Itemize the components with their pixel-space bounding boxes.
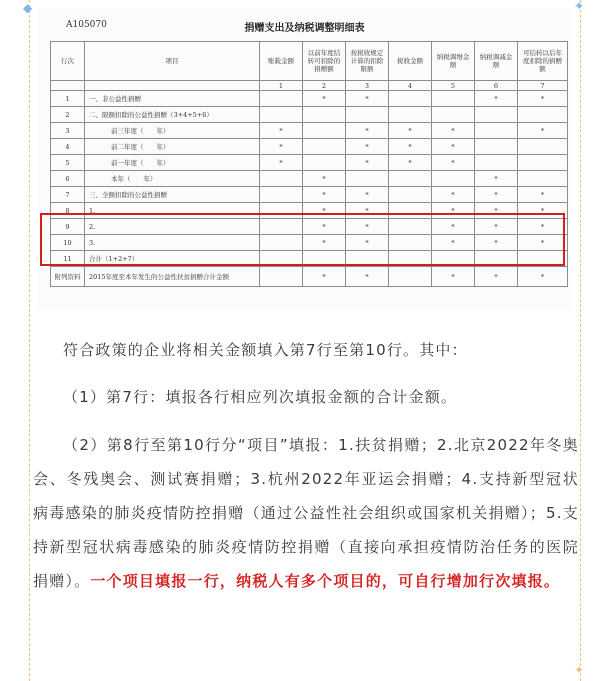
- table-cell: [518, 107, 568, 123]
- column-number: 6: [475, 81, 518, 91]
- table-cell: *: [303, 187, 346, 203]
- table-cell: *: [432, 267, 475, 287]
- left-dashed-border: [29, 0, 30, 681]
- table-cell: [432, 171, 475, 187]
- table-cell: *: [303, 267, 346, 287]
- table-cell: *: [518, 267, 568, 287]
- row-number: 附列资料: [51, 267, 85, 287]
- table-cell: *: [432, 219, 475, 235]
- table-cell: *: [432, 203, 475, 219]
- table-cell: *: [346, 235, 389, 251]
- table-row: [51, 187, 568, 203]
- table-row: [51, 123, 568, 139]
- table-cell: *: [346, 187, 389, 203]
- table-cell: [389, 107, 432, 123]
- table-cell: [303, 139, 346, 155]
- row-number: 10: [51, 235, 85, 251]
- table-cell: *: [303, 171, 346, 187]
- row-number: 4: [51, 139, 85, 155]
- table-cell: *: [389, 155, 432, 171]
- table-cell: *: [432, 187, 475, 203]
- table-cell: *: [518, 219, 568, 235]
- column-number: [85, 81, 260, 91]
- table-cell: [518, 155, 568, 171]
- row-number: 7: [51, 187, 85, 203]
- table-cell: *: [303, 203, 346, 219]
- row-item: 二、限额扣除的公益性捐赠（3+4+5+6）: [85, 107, 260, 123]
- table-header-row: [51, 42, 568, 81]
- table-row: [51, 107, 568, 123]
- table-cell: *: [303, 91, 346, 107]
- paragraph-row7: （1）第7行：填报各行相应列次填报金额的合计金额。: [63, 388, 458, 406]
- table-cell: *: [518, 203, 568, 219]
- table-cell: [346, 171, 389, 187]
- table-cell: *: [475, 187, 518, 203]
- table-cell: *: [346, 155, 389, 171]
- table-cell: [346, 107, 389, 123]
- table-cell: [432, 107, 475, 123]
- table-cell: [475, 123, 518, 139]
- table-cell: *: [475, 219, 518, 235]
- header-cell: 纳税调增金额: [432, 42, 475, 81]
- table-cell: *: [346, 219, 389, 235]
- form-code: A105070: [66, 20, 107, 30]
- table-cell: *: [346, 123, 389, 139]
- table-cell: [389, 171, 432, 187]
- column-number: 5: [432, 81, 475, 91]
- right-dashed-border: [580, 0, 581, 681]
- table-cell: [475, 155, 518, 171]
- table-cell: [475, 107, 518, 123]
- table-cell: *: [518, 235, 568, 251]
- row-item: 本年（ 年）: [85, 171, 260, 187]
- table-cell: *: [518, 123, 568, 139]
- table-cell: *: [346, 203, 389, 219]
- table-cell: *: [303, 219, 346, 235]
- row-item: 合计（1+2+7）: [85, 251, 260, 267]
- table-cell: *: [475, 203, 518, 219]
- row-number: 5: [51, 155, 85, 171]
- table-row: [51, 267, 568, 287]
- row-item: 3.: [85, 235, 260, 251]
- column-number-row: [51, 81, 568, 91]
- table-cell: [475, 139, 518, 155]
- header-cell: 账载金额: [260, 42, 303, 81]
- header-cell: 税收金额: [389, 42, 432, 81]
- table-cell: *: [475, 235, 518, 251]
- row-number: 6: [51, 171, 85, 187]
- table-cell: *: [260, 139, 303, 155]
- table-cell: *: [389, 139, 432, 155]
- table-cell: [303, 155, 346, 171]
- row-number: 2: [51, 107, 85, 123]
- table-cell: *: [432, 123, 475, 139]
- column-number: 4: [389, 81, 432, 91]
- table-cell: [303, 107, 346, 123]
- table-row: [51, 155, 568, 171]
- table-cell: [389, 91, 432, 107]
- table-cell: *: [303, 235, 346, 251]
- table-cell: *: [432, 139, 475, 155]
- table-cell: *: [475, 267, 518, 287]
- table-cell: *: [475, 91, 518, 107]
- header-cell: 按税收规定计算的扣除限额: [346, 42, 389, 81]
- table-cell: [260, 267, 303, 287]
- header-cell: 以前年度结转可扣除的捐赠额: [303, 42, 346, 81]
- table-cell: *: [432, 235, 475, 251]
- table-cell: *: [518, 187, 568, 203]
- table-cell: *: [260, 123, 303, 139]
- row-number: 3: [51, 123, 85, 139]
- table-cell: [260, 91, 303, 107]
- table-row: [51, 171, 568, 187]
- table-row: [51, 91, 568, 107]
- table-cell: *: [518, 91, 568, 107]
- header-cell: 行次: [51, 42, 85, 81]
- corner-ornament-icon: ✦: [574, 663, 585, 677]
- paragraph-rows8-10: [33, 428, 579, 598]
- row-number: 8: [51, 203, 85, 219]
- table-cell: [260, 171, 303, 187]
- table-cell: [432, 91, 475, 107]
- column-number: 2: [303, 81, 346, 91]
- column-number: 3: [346, 81, 389, 91]
- paragraph-text: （2）第8行至第10行分“项目”填报：1.扶贫捐赠；2.北京2022年冬奥会、冬残奥会、测试赛捐赠；3.杭州2022年亚运会捐赠；4.支持新型冠状病毒感染的肺炎疫情防控捐赠（通过公益性社会组织或国家机关捐赠）；5.支持新型冠状病毒感染的肺炎疫情防控捐赠（直接向承担疫情防治任务的医院捐赠）。: [33, 436, 579, 590]
- header-cell: 可结转以后年度扣除的捐赠额: [518, 42, 568, 81]
- corner-ornament-icon: ✦: [574, 0, 585, 13]
- table-row: [51, 139, 568, 155]
- row-item: 一、非公益性捐赠: [85, 91, 260, 107]
- row-item: 2.: [85, 219, 260, 235]
- header-cell: 项目: [85, 42, 260, 81]
- row-item: 前一年度（ 年）: [85, 155, 260, 171]
- table-cell: [389, 187, 432, 203]
- paragraph-intro: 符合政策的企业将相关金额填入第7行至第10行。其中：: [63, 341, 468, 359]
- column-number: 1: [260, 81, 303, 91]
- table-cell: [260, 107, 303, 123]
- table-cell: *: [475, 171, 518, 187]
- table-cell: *: [346, 91, 389, 107]
- table-cell: *: [389, 123, 432, 139]
- highlight-box: [40, 213, 565, 266]
- table-cell: *: [346, 267, 389, 287]
- table-cell: [303, 123, 346, 139]
- table-cell: *: [260, 155, 303, 171]
- header-cell: 纳税调减金额: [475, 42, 518, 81]
- row-item: 前二年度（ 年）: [85, 139, 260, 155]
- row-item: 2015年度至本年发生的公益性扶贫捐赠合计金额: [85, 267, 260, 287]
- column-number: 7: [518, 81, 568, 91]
- row-item: 1.: [85, 203, 260, 219]
- column-number: [51, 81, 85, 91]
- table-cell: [518, 171, 568, 187]
- row-number: 1: [51, 91, 85, 107]
- row-item: 前三年度（ 年）: [85, 123, 260, 139]
- table-cell: [260, 187, 303, 203]
- table-cell: *: [432, 155, 475, 171]
- table-cell: *: [346, 139, 389, 155]
- table-cell: [389, 267, 432, 287]
- form-title: 捐赠支出及纳税调整明细表: [244, 23, 365, 34]
- row-number: 9: [51, 219, 85, 235]
- emphasis-text: 一个项目填报一行，纳税人有多个项目的，可自行增加行次填报。: [90, 572, 561, 590]
- row-number: 11: [51, 251, 85, 267]
- table-cell: [518, 139, 568, 155]
- row-item: 三、全额扣除的公益性捐赠: [85, 187, 260, 203]
- corner-ornament-icon: ◆: [23, 1, 33, 15]
